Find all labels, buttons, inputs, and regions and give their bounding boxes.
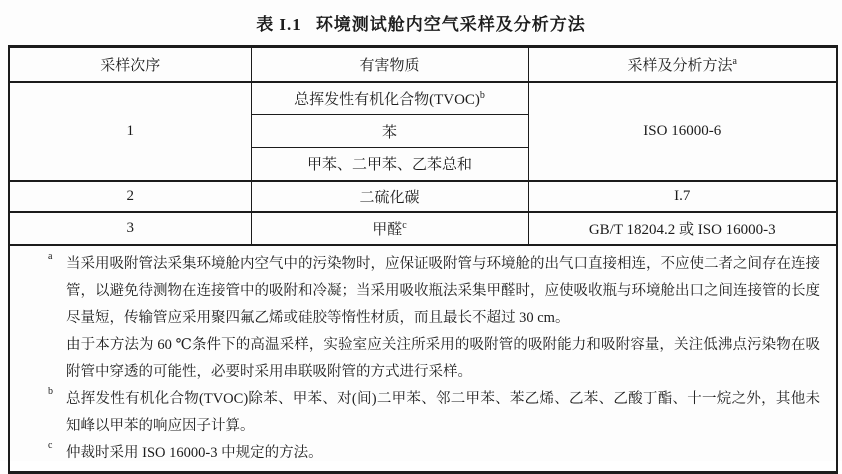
header-method-label: 采样及分析方法 xyxy=(627,57,733,74)
table-row-group1-tvoc xyxy=(9,82,837,115)
footnote-a-paragraph-2: 由于本方法为 60 ℃条件下的高温采样，实验室应关注所采用的吸附管的吸附能力和吸附容量，关注低沸点污染物在吸附管中穿透的可能性，必要时采用串联吸附管的方式进行采样。 xyxy=(66,336,820,380)
table-caption-text: 环境测试舱内空气采样及分析方法 xyxy=(315,15,586,34)
footnote-ref-b: b xyxy=(479,89,485,101)
header-harmful-substance xyxy=(251,47,528,82)
table-caption-label: 表 I.1 xyxy=(256,15,302,34)
cell-substance-toluene-sum: 甲苯、二甲苯、乙苯总和 xyxy=(251,148,528,181)
footnote-c-paragraph-1: 仲裁时采用 ISO 16000-3 中规定的方法。 xyxy=(66,444,323,461)
footnote-c: c 仲裁时采用 ISO 16000-3 中规定的方法。 xyxy=(42,440,820,467)
cell-method-3: GB/T 18204.2 或 ISO 16000-3 xyxy=(528,212,837,245)
cell-order-3: 3 xyxy=(9,212,251,245)
cell-order-2: 2 xyxy=(9,181,251,212)
cell-substance-tvoc xyxy=(251,82,528,115)
cell-substance-cs2: 二硫化碳 xyxy=(251,181,528,212)
footnote-b-paragraph-1: 总挥发性有机化合物(TVOC)除苯、甲苯、对(间)二甲苯、邻二甲苯、苯乙烯、乙苯、乙酸丁酯、十一烷之外，其他未知峰以甲苯的响应因子计算。 xyxy=(66,390,820,434)
sampling-methods-table xyxy=(8,45,838,474)
footnote-c-body xyxy=(66,440,820,467)
cell-order-1: 1 xyxy=(9,82,251,181)
header-sampling-order xyxy=(9,47,251,82)
cell-method-2: I.7 xyxy=(528,181,837,212)
footnote-a-paragraph-1: 当采用吸附管法采集环境舱内空气中的污染物时，应保证吸附管与环境舱的出气口直接相连，不应使二者之间存在连接管，以避免待测物在连接管中的吸附和冷凝；当采用吸收瓶法采集甲醛时，应使吸收瓶与环境舱出口之间连接管的长度尽量短，传输管应采用聚四氟乙烯或硅胶等惰性材质，而且最长不超过 30 cm。 xyxy=(66,255,820,326)
header-harmful-substance-label: 有害物质 xyxy=(359,57,420,74)
footnote-ref-a: a xyxy=(732,55,737,67)
footnote-b: b 总挥发性有机化合物(TVOC)除苯、甲苯、对(间)二甲苯、邻二甲苯、苯乙烯、乙苯、乙酸丁酯、十一烷之外，其他未知峰以甲苯的响应因子计算。 xyxy=(42,386,820,440)
header-method xyxy=(528,47,837,82)
header-sampling-order-label: 采样次序 xyxy=(100,57,161,74)
cell-substance-benzene: 苯 xyxy=(251,115,528,148)
table-row-2 xyxy=(9,181,837,212)
cell-substance-formaldehyde xyxy=(251,212,528,245)
footnotes-area xyxy=(9,245,837,473)
table-header-row xyxy=(9,47,837,82)
cell-substance-formaldehyde-text: 甲醛 xyxy=(372,221,403,238)
table-row-3 xyxy=(9,212,837,245)
footnote-ref-c: c xyxy=(402,219,407,231)
footnote-b-body xyxy=(66,386,820,440)
footnote-a-body xyxy=(66,251,820,386)
footnote-a: a 当采用吸附管法采集环境舱内空气中的污染物时，应保证吸附管与环境舱的出气口直接相连，不应使二者之间存在连接管，以避免待测物在连接管中的吸附和冷凝；当采用吸收瓶法采集甲醛时，应使吸收瓶与环境舱出口之间连接管的长度尽量短，传输管应采用聚四氟乙烯或硅胶等惰性材质，而且最长不超过 30 cm。 由于本方法为 60 ℃条件下的高温采样，实验室应关注所采用的吸附管的吸附能力和吸附容量，关注低沸点污染物在吸附管中穿透的可能性，必要时采用串联吸附管的方式进行采样。 xyxy=(42,251,820,386)
table-caption xyxy=(0,0,842,45)
table-footnotes-row xyxy=(9,245,837,473)
cell-method-1: ISO 16000-6 xyxy=(528,82,837,181)
cell-substance-tvoc-text: 总挥发性有机化合物(TVOC) xyxy=(294,91,480,108)
